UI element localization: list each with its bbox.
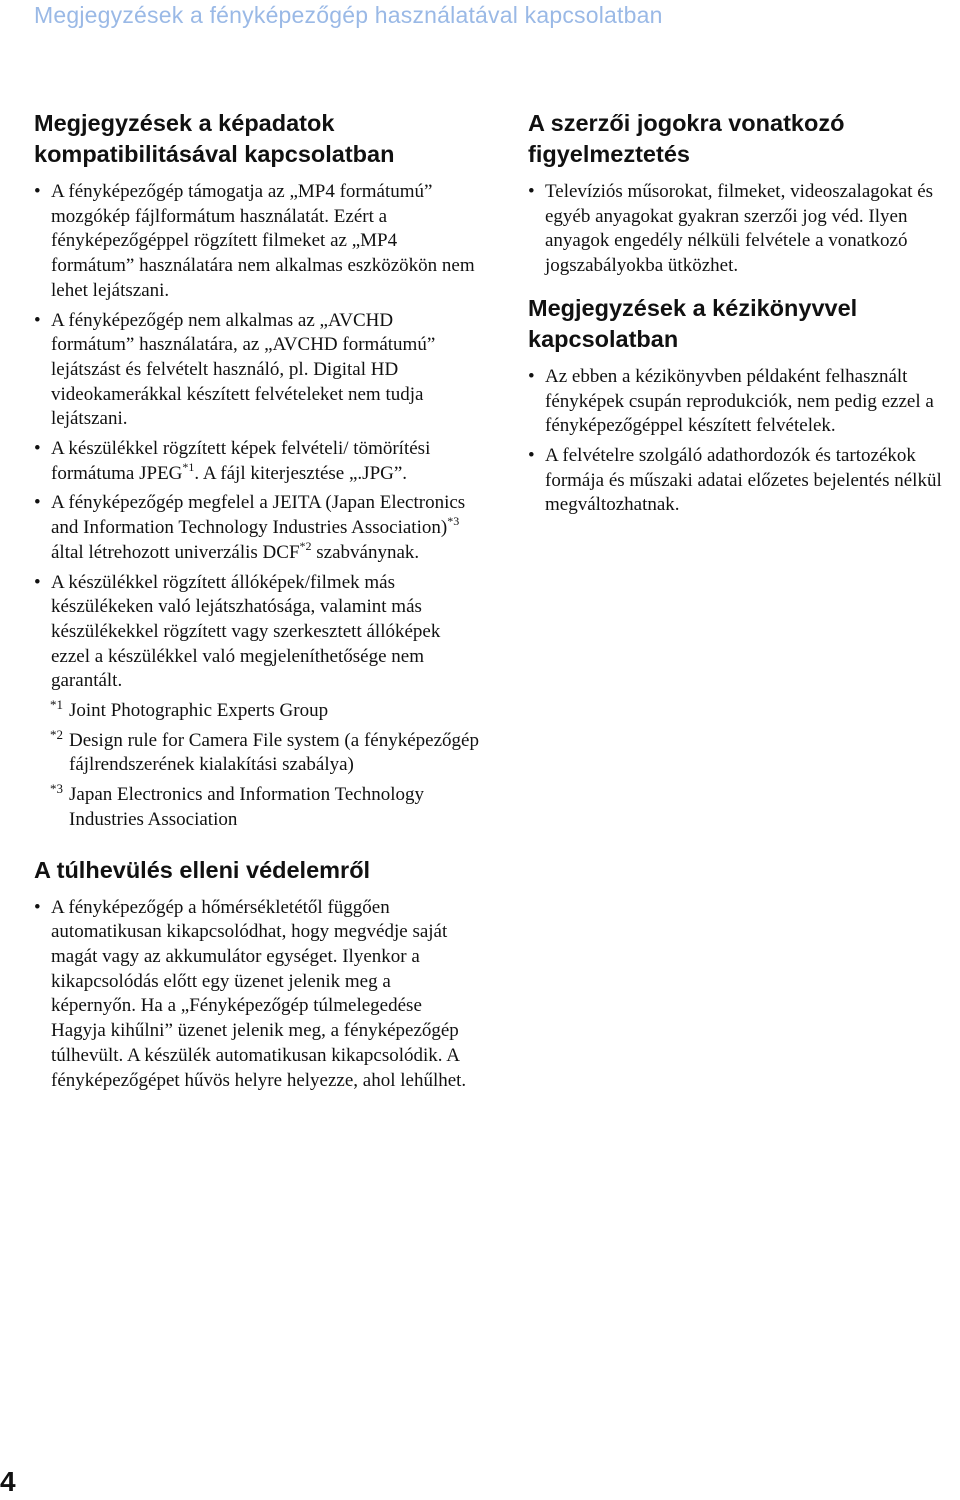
footnotes: [34, 699, 479, 833]
list-item: • Televíziós műsorokat, filmeket, videoszalagokat és egyéb anyagokat gyakran szerzői jog véd. Ilyen anyagok engedély nélküli felvétele a vonatkozó jogszabályokba ütközhet.: [528, 180, 958, 279]
overheat-heading: A túlhevülés elleni védelemről: [34, 856, 371, 883]
list-item: [34, 491, 479, 565]
compatibility-heading: Megjegyzések a képadatok kompatibilitásával kapcsolatban: [34, 110, 395, 167]
footnote: [34, 783, 479, 832]
overheat-section: [34, 855, 479, 1094]
item-text: A fényképezőgép megfelel a JEITA (Japan Electronics and Information Technology Industries Association): [51, 492, 466, 539]
footnote: [34, 699, 479, 724]
manual-heading: Megjegyzések a kézikönyvvel kapcsolatban: [528, 294, 858, 352]
page-number: 4: [0, 1466, 16, 1497]
footnote-text: Japan Electronics and Information Technology Industries Association: [69, 784, 424, 830]
footnote-ref: *2: [299, 538, 312, 553]
item-text: szabványnak.: [311, 541, 420, 563]
list-item: • A készülékkel rögzített állóképek/filmek más készülékeken való lejátszhatósága, valamint más készülékekkel rögzített vagy szerkesztett állóképek ezzel a készülékkel való megjeleníthetősége nem garantált.: [34, 571, 479, 695]
footnote-text: Joint Photographic Experts Group: [69, 700, 329, 722]
list-item: [34, 437, 479, 486]
footnote-mark: *3: [50, 781, 63, 797]
list-item: • A fényképezőgép a hőmérsékletétől függően automatikusan kikapcsolódhat, hogy megvédje saját magát vagy az akkumulátor egységet. Ilyenkor a kikapcsolódás előtt egy üzenet jelenik meg a képernyőn. Ha a „Fényképezőgép túlmelegedése Hagyja kihűlni” üzenet jelenik meg, a fényképezőgép túlhevült. A készülék automatikusan kikapcsolódik. A fényképezőgépet hűvös helyre helyezze, ahol lehűlhet.: [34, 896, 479, 1094]
item-text: által létrehozott univerzális DCF: [51, 541, 300, 563]
footnote: [34, 726, 479, 778]
copyright-list: [528, 180, 958, 279]
manual-section: [528, 293, 958, 518]
left-column: [34, 108, 479, 1098]
item-text: . A fájl kiterjesztése „.JPG”.: [194, 462, 408, 484]
overheat-list: [34, 896, 479, 1094]
copyright-section: [528, 108, 958, 279]
list-item: • A fényképezőgép támogatja az „MP4 formátumú” mozgókép fájlformátum használatát. Ezért a fényképezőgéppel rögzített filmeket az „MP4 formátum” használatára nem alkalmas eszközökön nem lehet lejátszani.: [34, 180, 479, 304]
compatibility-list: [34, 180, 479, 694]
list-item: • A felvételre szolgáló adathordozók és tartozékok formája és műszaki adatai előzetes bejelentés nélkül megváltozhatnak.: [528, 444, 958, 518]
footnote-text: Design rule for Camera File system (a fényképezőgép fájlrendszerének kialakítási szabálya): [69, 729, 479, 776]
footnote-mark: *1: [50, 697, 63, 713]
footnote-ref: *3: [447, 514, 460, 529]
right-column: [528, 108, 958, 523]
list-item: • Az ebben a kézikönyvben példaként felhasznált fényképek csupán reprodukciók, nem pedig ezzel a fényképezőgéppel készített felvételek.: [528, 365, 958, 439]
list-item: • A fényképezőgép nem alkalmas az „AVCHD formátum” használatára, az „AVCHD formátumú” lejátszást és felvételt használó, pl. Digital HD videokamerákkal készített felvételeket nem tudja lejátszani.: [34, 309, 479, 433]
footnote-mark: *2: [50, 726, 63, 742]
footnote-ref: *1: [182, 459, 195, 474]
item-text: A készülékkel rögzített képek felvételi/ tömörítési formátuma JPEG: [51, 438, 431, 484]
page-header-title: Megjegyzések a fényképezőgép használatával kapcsolatban: [34, 2, 663, 28]
compatibility-section: [34, 108, 479, 833]
copyright-heading: A szerzői jogokra vonatkozó figyelmeztetés: [528, 110, 845, 167]
manual-list: [528, 365, 958, 518]
